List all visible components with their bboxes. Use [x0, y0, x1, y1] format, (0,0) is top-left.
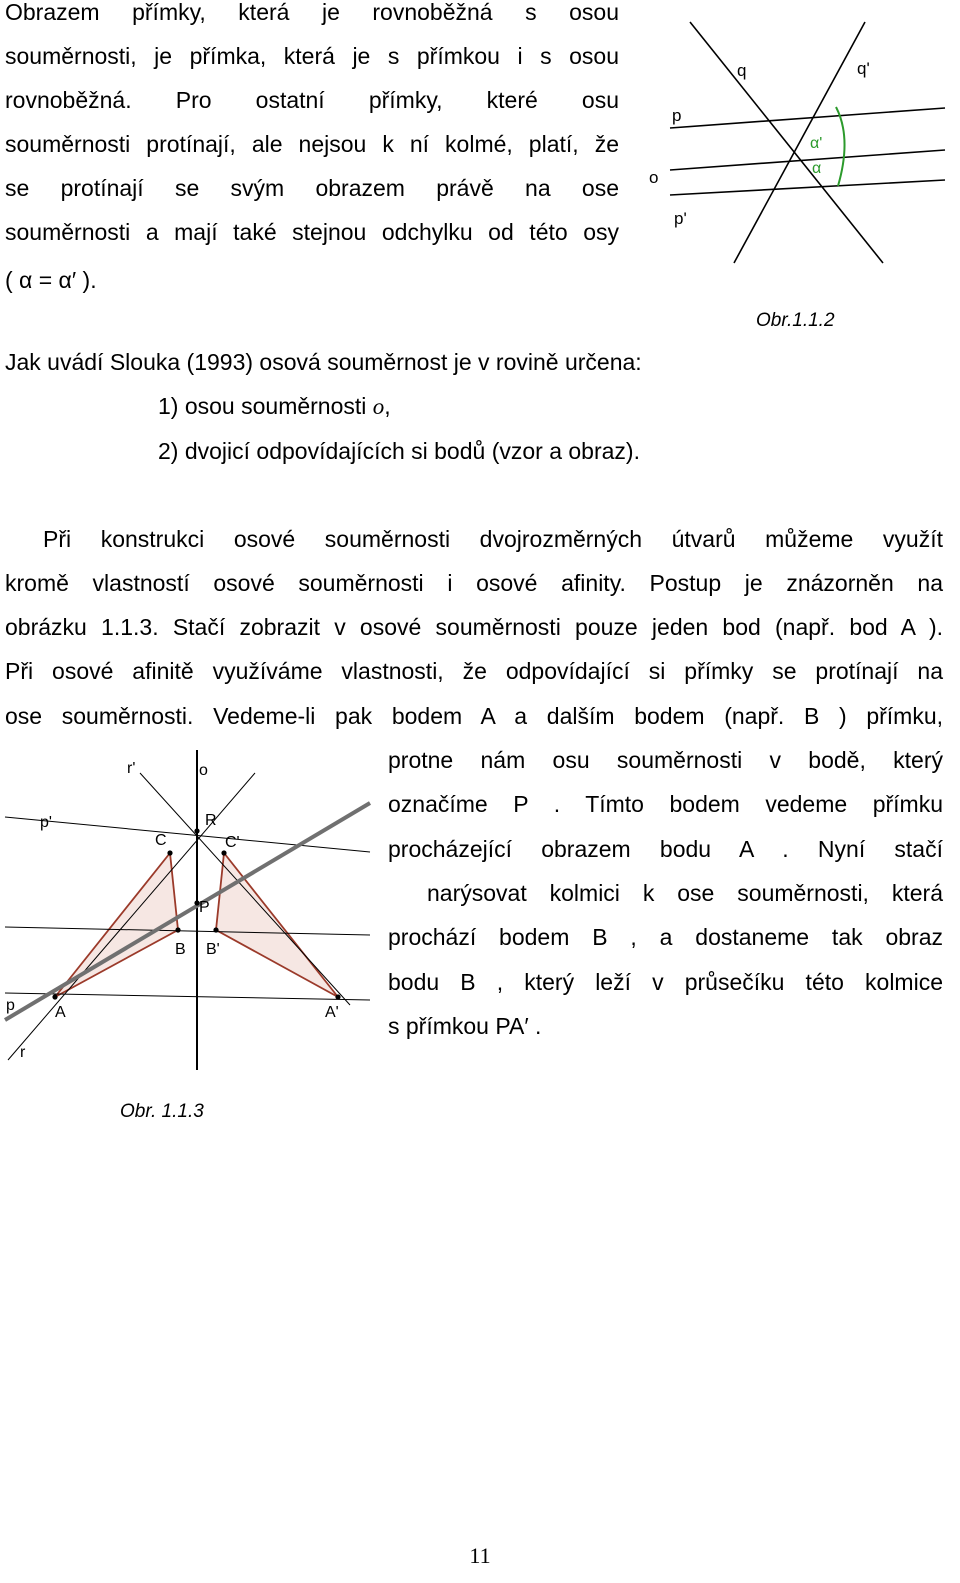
fig2-label-B-prime: B' [206, 941, 220, 958]
para3-line4: Při osové afinitě využíváme vlastnosti, že odpovídající si přímky se protínají na [5, 658, 943, 684]
fig2-label-B: B [175, 941, 186, 958]
fig1-line-q [690, 22, 883, 263]
para3-right-line6: bodu B , který leží v průsečíku této kolmice [388, 969, 943, 995]
figure-1-1-3 [0, 735, 380, 1070]
para3-line5: ose souměrnosti. Vedeme-li pak bodem A a dalším bodem (např. B ) přímku, [5, 703, 943, 729]
fig2-point-C [167, 850, 172, 855]
fig2-point-B-prime [213, 927, 218, 932]
fig1-label-q: q [737, 61, 747, 80]
fig2-label-A: A [55, 1004, 66, 1021]
fig2-label-r-prime: r' [127, 760, 136, 777]
fig1-label-p: p [672, 106, 682, 125]
para3-right-line4: narýsovat kolmici k ose souměrnosti, která [427, 880, 943, 906]
fig1-angle-arc [836, 107, 845, 186]
page-number: 11 [469, 1543, 491, 1568]
fig2-point-R [194, 828, 199, 833]
para1-line5: se protínají se svým obrazem právě na ose [5, 175, 619, 201]
para1-line4: souměrnosti protínají, ale nejsou k ní kolmé, platí, že [5, 131, 619, 157]
para3-line3: obrázku 1.1.3. Stačí zobrazit v osové souměrnosti pouze jeden bod (např. bod A ). [5, 614, 943, 640]
para2-item1 [158, 384, 391, 429]
para1-line6: souměrnosti a mají také stejnou odchylku od této osy [5, 219, 619, 245]
fig2-label-C: C [155, 832, 167, 849]
fig1-line-p [670, 108, 945, 128]
para3-right-line2: označíme P . Tímto bodem vedeme přímku [388, 791, 943, 817]
fig2-line-p [5, 803, 370, 1020]
fig1-label-q-prime: q' [857, 59, 870, 78]
fig2-point-C-prime [221, 850, 226, 855]
para2-item1-suffix: , [384, 393, 391, 419]
fig2-point-B [175, 927, 180, 932]
para2-intro: Jak uvádí Slouka (1993) osová souměrnost je v rovině určena: [5, 349, 642, 375]
para3-right-line1: protne nám osu souměrnosti v bodě, který [388, 747, 943, 773]
fig1-label-alpha: α [812, 160, 822, 177]
para3-line1: Při konstrukci osové souměrnosti dvojrozměrných útvarů můžeme využít [43, 526, 943, 552]
fig2-point-A [52, 994, 57, 999]
para1-line1: Obrazem přímky, která je rovnoběžná s osou [5, 0, 619, 25]
para3-right-line3: procházející obrazem bodu A . Nyní stačí [388, 836, 943, 862]
fig1-caption: Obr.1.1.2 [756, 310, 835, 331]
para2-item2: 2) dvojicí odpovídajících si bodů (vzor a obraz). [158, 438, 640, 464]
fig2-label-p: p [6, 997, 15, 1014]
fig1-label-p-prime: p' [674, 209, 687, 228]
fig1-label-alpha-prime: α' [810, 135, 823, 152]
fig1-line-p-prime [670, 180, 945, 195]
para2-item1-prefix: 1) osou souměrnosti [158, 393, 373, 419]
fig1-line-o [670, 150, 945, 170]
figure-1-1-2 [640, 20, 960, 320]
fig2-label-R: R [205, 812, 217, 829]
para1-line2: souměrnosti, je přímka, která je s přímkou i s osou [5, 43, 619, 69]
fig2-line-horizontal-B [5, 927, 370, 935]
para1-formula: ( α = α′ ). [5, 267, 97, 293]
para2-item1-var: o [372, 394, 385, 419]
para3-line2: kromě vlastností osové souměrnosti i osové afinity. Postup je znázorněn na [5, 570, 943, 596]
fig2-label-p-prime: p' [40, 814, 52, 831]
fig2-label-o: o [199, 762, 208, 779]
para1-line3: rovnoběžná. Pro ostatní přímky, které osu [5, 87, 619, 113]
fig1-label-o: o [649, 168, 659, 187]
fig2-point-A-prime [335, 994, 340, 999]
fig2-line-horizontal-A [5, 993, 370, 1000]
para3-right-line5: prochází bodem B , a dostaneme tak obraz [388, 924, 943, 950]
fig2-label-P: P [199, 899, 210, 916]
para3-right-line7: s přímkou PA′ . [388, 1013, 542, 1039]
fig2-label-C-prime: C' [225, 834, 240, 851]
fig2-label-r: r [20, 1044, 26, 1061]
fig2-caption: Obr. 1.1.3 [120, 1101, 204, 1122]
fig2-label-A-prime: A' [325, 1004, 339, 1021]
fig2-triangle-left [55, 853, 178, 997]
